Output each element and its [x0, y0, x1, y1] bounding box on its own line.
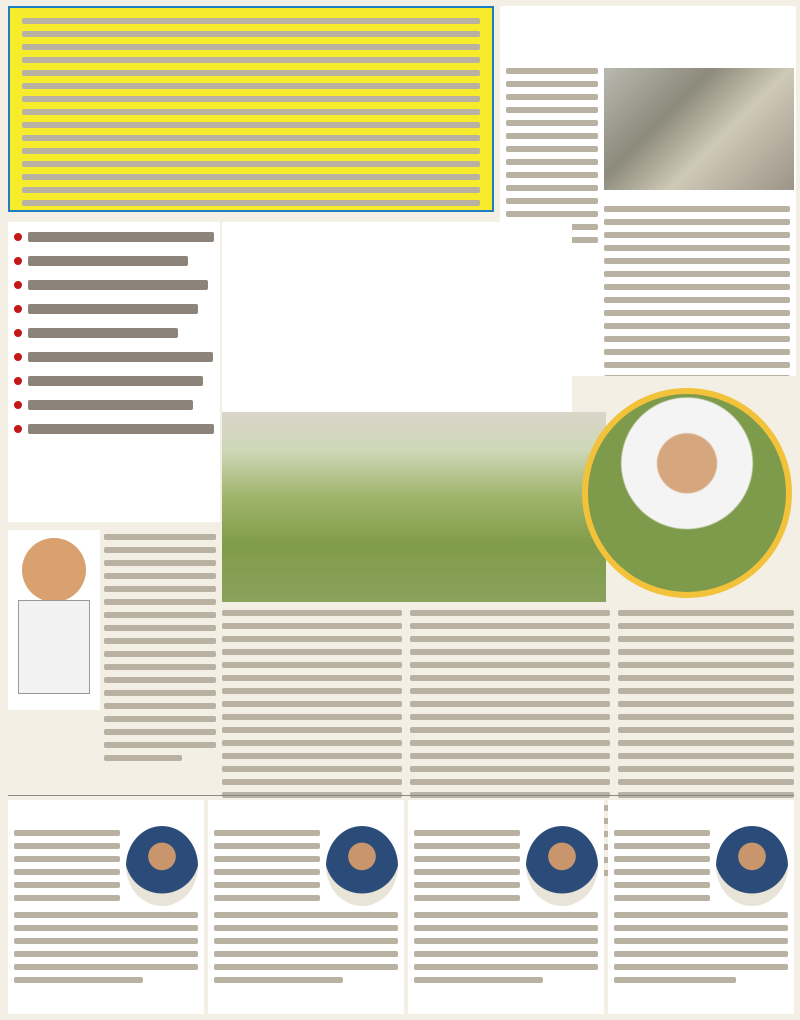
cartoon-figure	[8, 530, 100, 710]
voice-portrait	[526, 826, 598, 906]
top-right-title	[500, 6, 796, 38]
headline-line-2	[222, 302, 572, 402]
bullet-item	[14, 328, 214, 338]
voice-column	[608, 800, 794, 1014]
field-photo-caption	[228, 588, 468, 602]
top-right-text-col2	[604, 206, 790, 376]
voice-text	[614, 830, 710, 908]
voice-column	[8, 800, 204, 1014]
bottom-divider	[8, 795, 794, 796]
field-photo	[222, 412, 606, 602]
bullet-item	[14, 232, 214, 242]
bullet-item	[14, 256, 214, 266]
voice-text-continued	[14, 912, 198, 990]
voice-title	[614, 806, 788, 824]
summary-box	[8, 6, 494, 212]
main-headline	[222, 222, 572, 412]
voice-text	[14, 830, 120, 908]
farmer-circle-photo	[582, 388, 792, 598]
cartoon-body	[18, 600, 90, 694]
voice-text	[414, 830, 520, 908]
voice-portrait	[126, 826, 198, 906]
voice-title	[14, 806, 198, 824]
bullet-item	[14, 424, 214, 434]
cartoon-head	[22, 538, 86, 602]
voice-title	[414, 806, 598, 824]
voice-title	[214, 806, 398, 824]
bullet-item	[14, 400, 214, 410]
voice-text	[214, 830, 320, 908]
bullet-item	[14, 352, 214, 362]
voice-portrait	[716, 826, 788, 906]
voice-text-continued	[614, 912, 788, 990]
summary-text	[22, 18, 480, 212]
top-right-subtitle	[500, 38, 796, 52]
voice-column	[208, 800, 404, 1014]
voice-text-continued	[414, 912, 598, 990]
bullet-list	[8, 222, 220, 522]
voice-portrait	[326, 826, 398, 906]
headline-line-1	[222, 222, 572, 302]
bullet-item	[14, 280, 214, 290]
bullet-item	[14, 376, 214, 386]
voice-column	[408, 800, 604, 1014]
voice-text-continued	[214, 912, 398, 990]
museum-photo	[604, 68, 794, 190]
bullet-item	[14, 304, 214, 314]
body-col-1	[104, 534, 216, 768]
